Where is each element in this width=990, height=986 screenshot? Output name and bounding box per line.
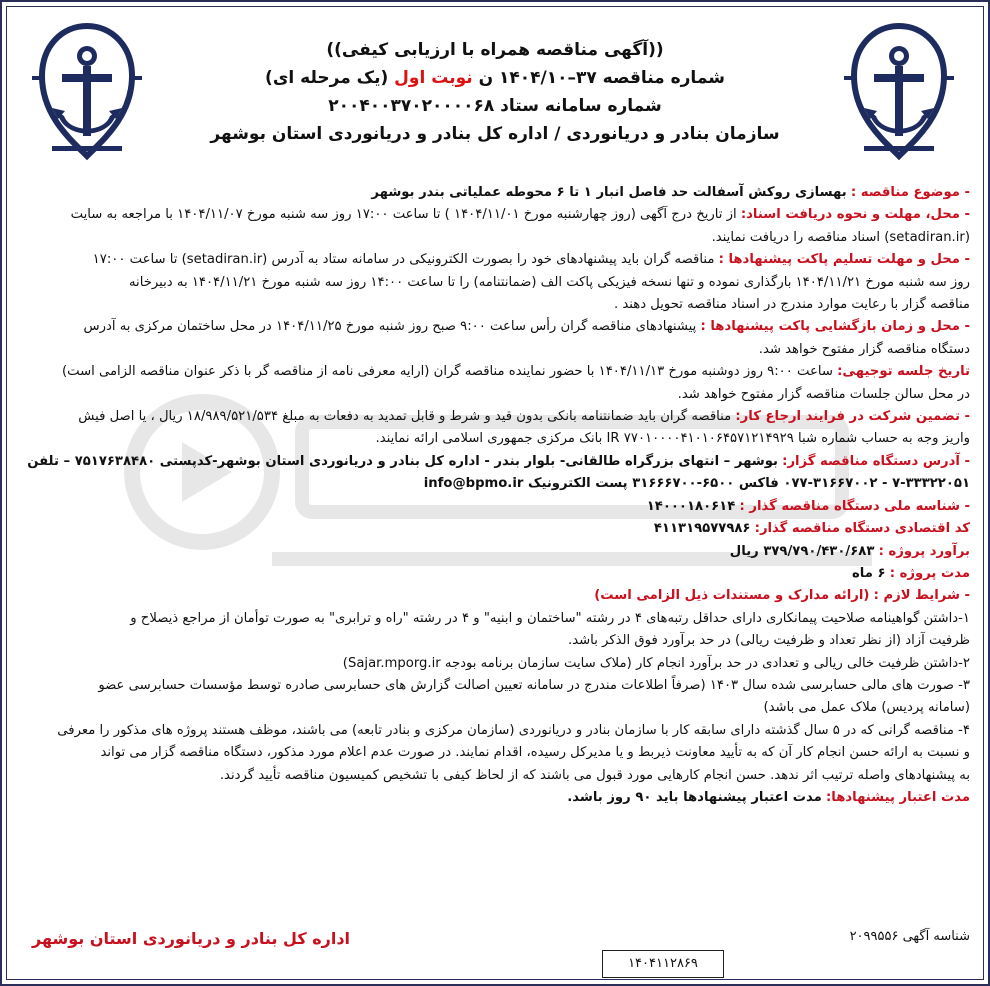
address-text: بوشهر – انتهای بزرگراه طالقانی- بلوار بندر - اداره کل بنادر و دریانوردی استان بوشهر-کدپستی ۷۵۱۷۶۳۸۴۸۰ – تلفن bbox=[27, 453, 778, 469]
national-id-label: - شناسه ملی دستگاه مناقصه گذار : bbox=[739, 498, 970, 514]
condition-3: ۳- صورت های مالی حسابرسی شده سال ۱۴۰۳ (صرفاً اطلاعات مندرج در سامانه تعیین اصالت گزارش های حسابرسی صادره توسط مؤسسات حسابرسی عضو bbox=[98, 677, 970, 693]
subject-label: - موضوع مناقصه : bbox=[850, 185, 970, 200]
guarantee-paragraph bbox=[20, 406, 970, 428]
briefing-text-cont: در محل سالن جلسات مناقصه گزار مفتوح خواهد شد. bbox=[677, 386, 970, 402]
validity-text: مدت اعتبار پیشنهادها باید ۹۰ روز باشد. bbox=[567, 789, 822, 805]
footer-office-name: اداره کل بنادر و دریانوردی استان بوشهر bbox=[32, 929, 351, 948]
opening-paragraph bbox=[20, 316, 970, 338]
subject-paragraph bbox=[20, 182, 970, 204]
organization-name: سازمان بنادر و دریانوردی / اداره کل بنادر و دریانوردی استان بوشهر bbox=[210, 124, 780, 144]
guarantee-text: مناقصه گران باید ضمانتنامه بانکی بدون قید و شرط و قابل تمدید به دفعات به مبلغ ۱۸/۹۸۹/۵۲۱/۵۳۴ ریال ، یا اصل فیش bbox=[78, 409, 732, 425]
guarantee-label: - تضمین شرکت در فرایند ارجاع کار: bbox=[735, 409, 970, 425]
condition-1-cont: ظرفیت آزاد (از نظر تعداد و ظرفیت ریالی) در حد برآورد فوق الذکر باشد. bbox=[568, 633, 970, 649]
duration-paragraph bbox=[20, 563, 970, 585]
duration-label: مدت پروژه : bbox=[889, 565, 970, 581]
condition-2: ۲-داشتن ظرفیت خالی ریالی و تعدادی در حد برآورد انجام کار (ملاک سایت سازمان برنامه بودجه Sajar.mporg.ir) bbox=[342, 655, 970, 671]
economic-code-label: کد اقتصادی دستگاه مناقصه گذار: bbox=[754, 521, 970, 537]
header-title: ((آگهی مناقصه همراه با ارزیابی کیفی)) bbox=[326, 40, 664, 60]
address-label: - آدرس دستگاه مناقصه گزار: bbox=[782, 453, 970, 469]
submit-paragraph bbox=[20, 249, 970, 271]
contact-text: ۷-۳۳۳۲۲۰۵۱ - ۰۷۷-۳۱۶۶۷۰۰۲ فاکس ۶۵۰۰-۳۱۶۶۶۷۰۰ پست الکترونیک bbox=[527, 476, 970, 492]
round-label: نوبت اول bbox=[394, 68, 473, 88]
opening-text: پیشنهادهای مناقصه گران رأس ساعت ۹:۰۰ صبح روز شنبه مورخ ۱۴۰۴/۱۱/۲۵ در محل ساختمان مرکزی به آدرس bbox=[83, 319, 697, 335]
economic-code-paragraph bbox=[20, 518, 970, 540]
conditions-sub: (ارائه مدارک و مستندات ذیل الزامی است) bbox=[594, 588, 870, 604]
email-link[interactable]: info@bpmo.ir bbox=[423, 476, 524, 492]
submit-text-cont: روز سه شنبه مورخ ۱۴۰۴/۱۱/۲۱ بارگذاری نموده و تنها نسخه فیزیکی پاکت الف (ضمانتنامه) را تا ساعت ۱۴:۰۰ روز سه شنبه مورخ ۱۴۰۴/۱۱/۲۱ به دبیرخانه bbox=[128, 274, 970, 290]
national-id-value: ۱۴۰۰۰۱۸۰۶۱۴ bbox=[646, 498, 736, 514]
subject-text: بهسازی روکش آسفالت حد فاصل انبار ۱ تا ۶ محوطه عملیاتی بندر بوشهر bbox=[371, 185, 847, 200]
opening-label: - محل و زمان بازگشایی پاکت پیشنهادها : bbox=[700, 319, 970, 335]
docs-text-cont: (setadiran.ir) اسناد مناقصه را دریافت نمایند. bbox=[711, 229, 970, 245]
condition-1: ۱-داشتن گواهینامه صلاحیت پیمانکاری دارای حداقل رتبه‌های ۴ در رشته "ساختمان و ابنیه" و ۴ در رشته "راه و ترابری" به صورت توأمان از مراجع ذیصلاح و bbox=[130, 610, 970, 626]
tender-number-line bbox=[182, 64, 808, 92]
opening-text-cont: دستگاه مناقصه گزار مفتوح خواهد شد. bbox=[758, 341, 970, 357]
conditions-paragraph bbox=[20, 585, 970, 607]
condition-4-cont: و نسبت به ارائه حسن انجام کار آن که به تأیید معاونت ذیربط و یا مدیرکل رسیده، اقدام نمایند. در صورت عدم اعلام مورد مذکور، دستگاه مناقصه گزار می تواند bbox=[100, 745, 970, 761]
setad-number: شماره سامانه ستاد ۲۰۰۴۰۰۳۷۰۲۰۰۰۰۶۸ bbox=[328, 96, 662, 116]
validity-label: مدت اعتبار پیشنهادها: bbox=[826, 789, 970, 805]
ad-identifier: شناسه آگهی ۲۰۹۹۵۵۶ bbox=[849, 929, 970, 944]
national-id-paragraph bbox=[20, 496, 970, 518]
stage-label: (یک مرحله ای) bbox=[265, 68, 389, 88]
docs-paragraph bbox=[20, 204, 970, 226]
estimate-paragraph bbox=[20, 541, 970, 563]
docs-label: - محل، مهلت و نحوه دریافت اسناد: bbox=[740, 207, 970, 223]
announcement-header bbox=[182, 36, 808, 148]
guarantee-text-cont: واریز وجه به حساب شماره شبا IR ۷۷۰۱۰۰۰۰۴۱۰۱۰۶۴۵۷۱۲۱۴۹۲۹ بانک مرکزی جمهوری اسلامی ارائه نمایند. bbox=[375, 431, 970, 447]
condition-3-cont: (سامانه پردیس) ملاک عمل می باشد) bbox=[763, 700, 970, 716]
economic-code-value: ۴۱۱۳۱۹۵۷۷۹۸۶ bbox=[653, 521, 751, 537]
submit-text-cont2: مناقصه گزار با رعایت موارد مندرج در اسناد مناقصه تحویل دهند . bbox=[613, 297, 970, 313]
submit-label: - محل و مهلت تسلیم پاکت پیشنهادها : bbox=[718, 252, 970, 268]
briefing-label: تاریخ جلسه توجیهی: bbox=[837, 364, 970, 380]
announcement-body bbox=[20, 182, 970, 809]
anchor-emblem-icon bbox=[844, 16, 954, 166]
briefing-text: ساعت ۹:۰۰ روز دوشنبه مورخ ۱۴۰۴/۱۱/۱۳ با حضور نماینده مناقصه گران (ارایه معرفی نامه از مناقصه گر با ذکر عنوان مناقصه الزامی است) bbox=[61, 364, 833, 380]
docs-text: از تاریخ درج آگهی (روز چهارشنبه مورخ ۱۴۰۴/۱۱/۰۱ ) تا ساعت ۱۷:۰۰ روز سه شنبه مورخ ۱۴۰۴/۱۱/۰۷ با مراجعه به سایت bbox=[70, 207, 737, 223]
address-paragraph bbox=[20, 451, 970, 473]
contact-paragraph bbox=[20, 473, 970, 495]
anchor-emblem-icon bbox=[32, 16, 142, 166]
duration-value: ۶ ماه bbox=[852, 565, 886, 581]
condition-4-cont2: به پیشنهادهای واصله ترتیب اثر ندهد. حسن انجام کارهایی مورد قبول می باشند که از لحاظ کیفی با تشخیص کمیسیون مناقصه تأیید گردند. bbox=[219, 767, 970, 783]
ad-code-box: ۱۴۰۴۱۱۲۸۶۹ bbox=[602, 950, 724, 978]
estimate-value: ۳۷۹/۷۹۰/۴۳۰/۶۸۳ ریال bbox=[729, 543, 875, 559]
submit-text: مناقصه گران باید پیشنهادهای خود را بصورت الکترونیکی در سامانه ستاد به آدرس (setadiran.ir) تا ساعت ۱۷:۰۰ bbox=[92, 252, 715, 268]
estimate-label: برآورد پروژه : bbox=[878, 543, 970, 559]
tender-number: شماره مناقصه ۳۷–۱۴۰۴/۱۰ ن bbox=[478, 68, 725, 88]
conditions-label: - شرایط لازم : bbox=[873, 588, 970, 604]
briefing-paragraph bbox=[20, 361, 970, 383]
validity-paragraph bbox=[20, 787, 970, 809]
condition-4: ۴- مناقصه گرانی که در ۵ سال گذشته دارای سابقه کار با سازمان بنادر و دریانوردی (سازمان مرکزی و بنادر تابعه) می باشند، موظف هستند پروژه های مذکور را معرفی bbox=[57, 722, 970, 738]
